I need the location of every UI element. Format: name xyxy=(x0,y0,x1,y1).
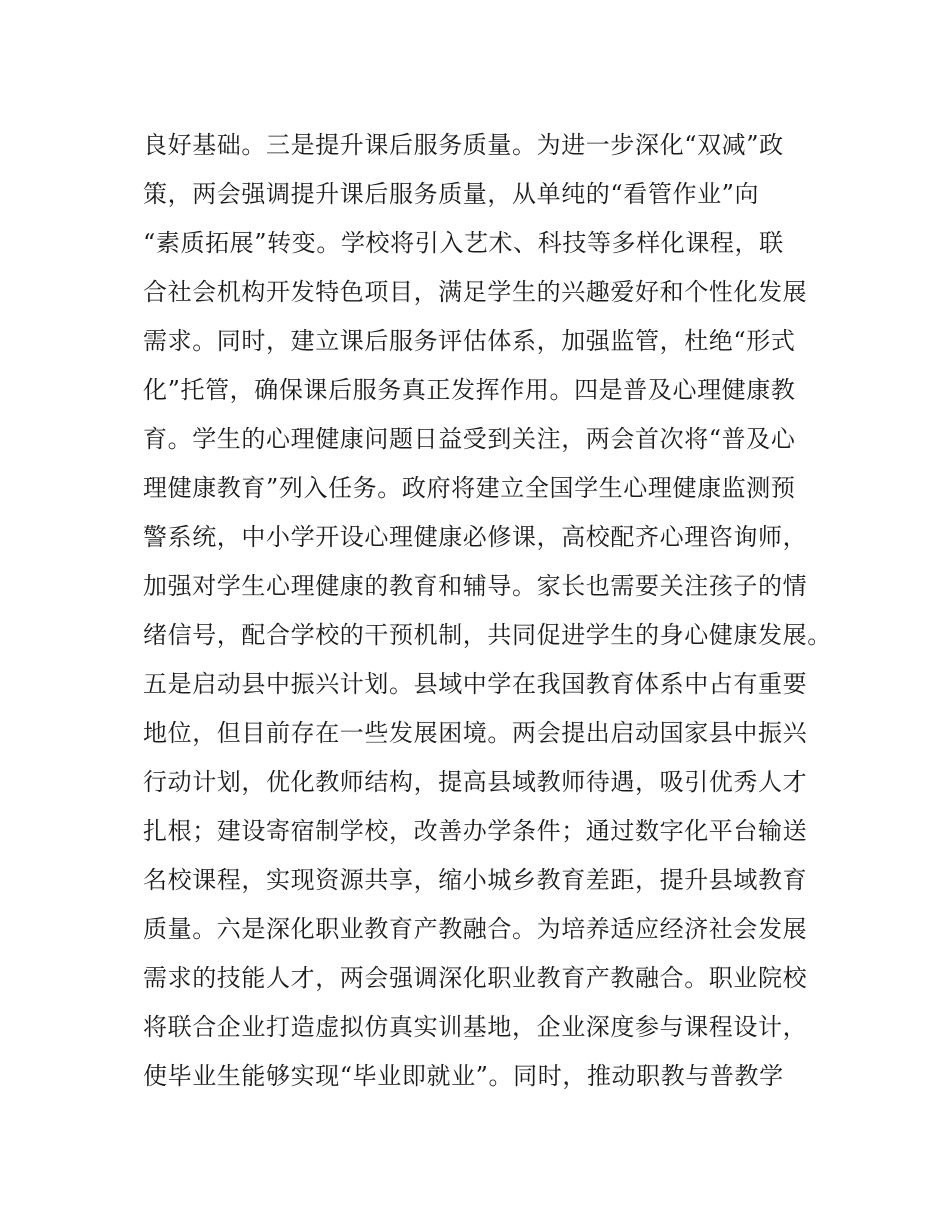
text-line: 化”托管，确保课后服务真正发挥作用。四是普及心理健康教 xyxy=(143,376,796,404)
text-line: 质量。六是深化职业教育产教融合。为培养适应经济社会发展 xyxy=(143,915,808,943)
text-line: 将联合企业打造虚拟仿真实训基地，企业深度参与课程设计， xyxy=(143,1013,808,1041)
text-line: 需求。同时，建立课后服务评估体系，加强监管，杜绝“形式 xyxy=(143,327,796,355)
text-line: “素质拓展”转变。学校将引入艺术、科技等多样化课程，联 xyxy=(143,229,784,257)
text-line: 策，两会强调提升课后服务质量，从单纯的“看管作业”向 xyxy=(143,180,760,208)
text-line: 加强对学生心理健康的教育和辅导。家长也需要关注孩子的情 xyxy=(143,572,808,600)
text-line: 地位，但目前存在一些发展困境。两会提出启动国家县中振兴 xyxy=(143,719,808,747)
text-line: 绪信号，配合学校的干预机制，共同促进学生的身心健康发展。 xyxy=(143,621,832,649)
text-line: 行动计划，优化教师结构，提高县域教师待遇，吸引优秀人才 xyxy=(143,768,808,796)
text-line: 需求的技能人才，两会强调深化职业教育产教融合。职业院校 xyxy=(143,964,808,992)
text-line: 良好基础。三是提升课后服务质量。为进一步深化“双减”政 xyxy=(143,131,784,159)
text-line: 育。学生的心理健康问题日益受到关注，两会首次将“普及心 xyxy=(143,425,796,453)
text-line: 合社会机构开发特色项目，满足学生的兴趣爱好和个性化发展 xyxy=(143,278,808,306)
text-line: 使毕业生能够实现“毕业即就业”。同时，推动职教与普教学 xyxy=(143,1062,784,1090)
text-line: 警系统，中小学开设心理健康必修课，高校配齐心理咨询师， xyxy=(143,523,808,551)
body-text xyxy=(143,121,943,1101)
text-line: 五是启动县中振兴计划。县域中学在我国教育体系中占有重要 xyxy=(143,670,808,698)
text-line: 名校课程，实现资源共享，缩小城乡教育差距，提升县域教育 xyxy=(143,866,808,894)
text-line: 扎根；建设寄宿制学校，改善办学条件；通过数字化平台输送 xyxy=(143,817,808,845)
text-line: 理健康教育”列入任务。政府将建立全国学生心理健康监测预 xyxy=(143,474,796,502)
